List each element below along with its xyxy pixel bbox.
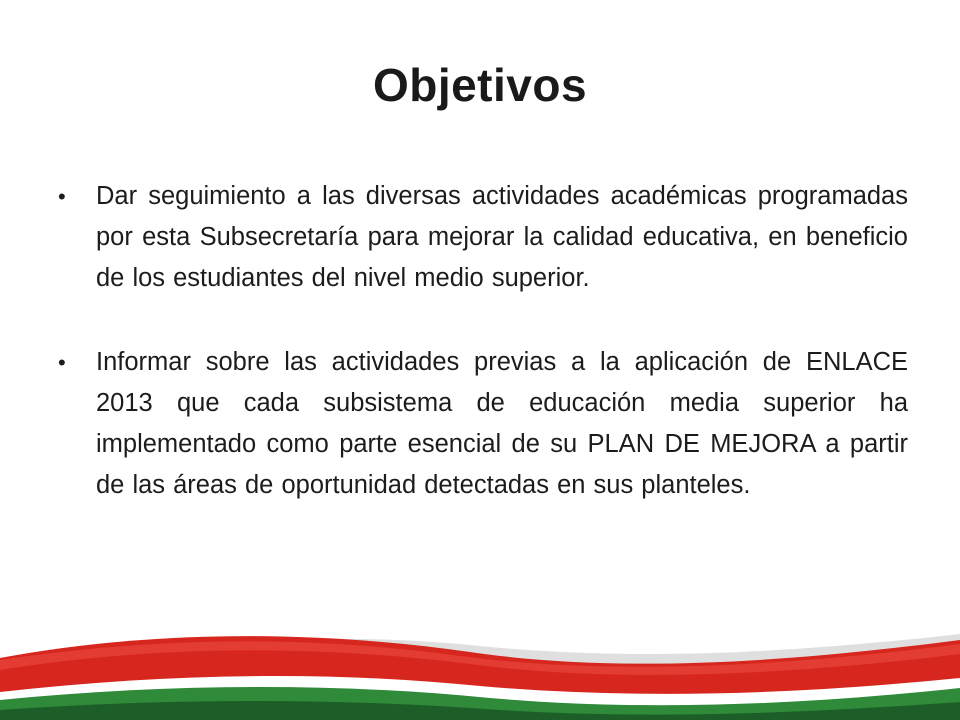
bullet-list <box>56 176 908 549</box>
bullet-icon: • <box>58 184 66 209</box>
slide-title: Objetivos <box>372 59 588 111</box>
decorative-flag-band <box>0 600 960 720</box>
bullet-item <box>56 176 908 299</box>
bullet-item <box>56 342 908 506</box>
bullet-text: Informar sobre las actividades previas a la aplicación de ENLACE 2013 que cada subsistema de educación media superior ha implementado como parte esencial de su PLAN DE MEJORA a partir de las áreas de oportunidad detectadas en sus planteles. <box>96 348 908 499</box>
bullet-icon: • <box>58 350 66 375</box>
bullet-text: Dar seguimiento a las diversas actividades académicas programadas por esta Subsecretaría para mejorar la calidad educativa, en beneficio de los estudiantes del nivel medio superior. <box>96 182 908 292</box>
